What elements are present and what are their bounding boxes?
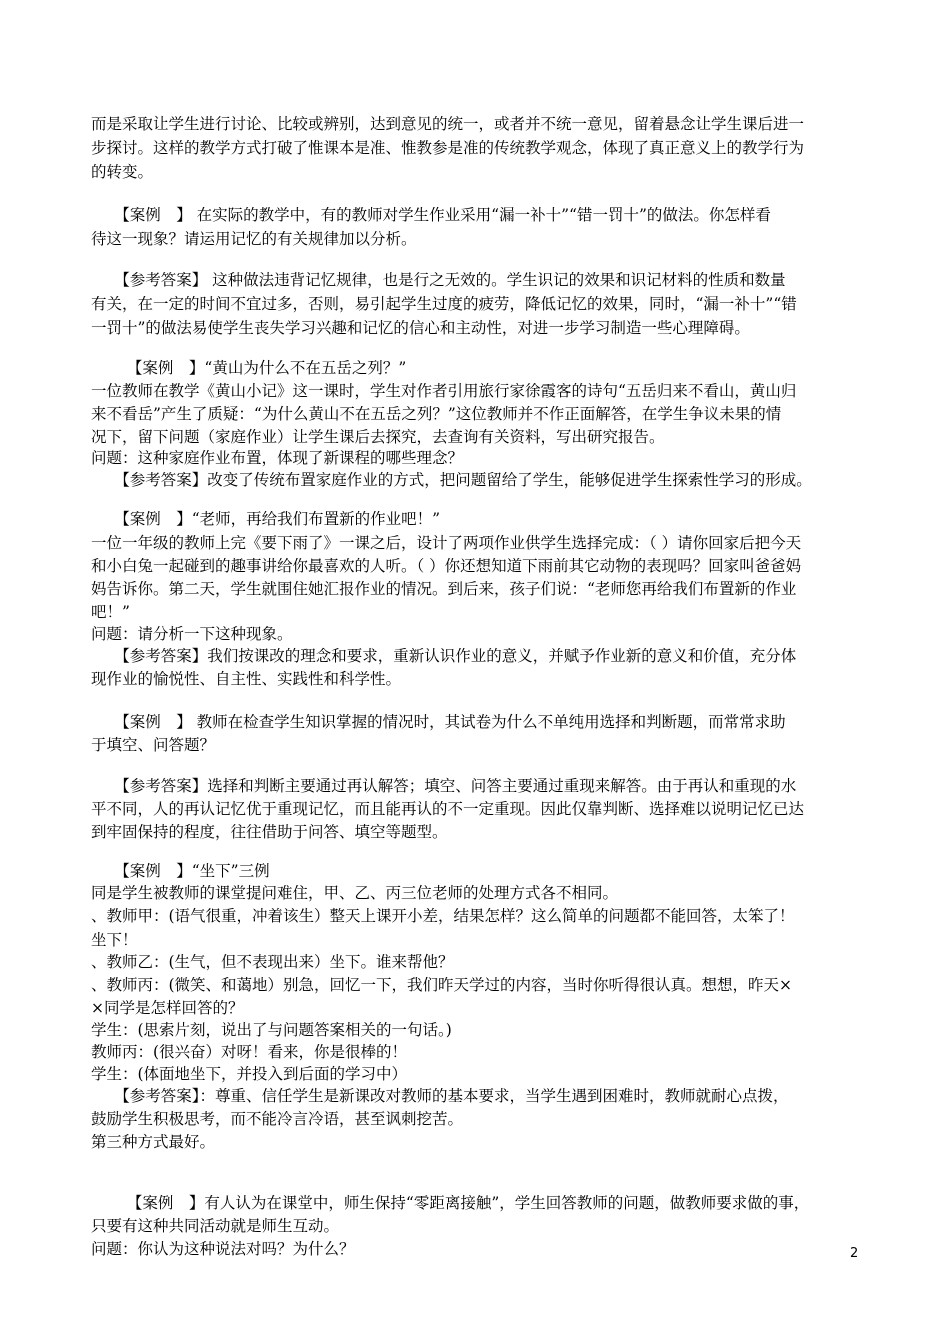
text-line: 学生：(思索片刻，说出了与问题答案相关的一句话。) — [91, 1021, 452, 1039]
text-line: 【案例 】有人认为在课堂中，师生保持“零距离接触”，学生回答教师的问题，做教师要求做的事， — [91, 1194, 810, 1212]
text-line: 平不同，人的再认记忆优于重现记忆，而且能再认的不一定重现。因此仅靠判断、选择难以说明记忆已达 — [91, 800, 805, 818]
text-line: 同是学生被教师的课堂提问难住，甲、乙、丙三位老师的处理方式各不相同。 — [91, 884, 619, 902]
text-line: 只要有这种共同活动就是师生互动。 — [91, 1217, 340, 1235]
text-line: 【参考答案】选择和判断主要通过再认解答；填空、问答主要通过重现来解答。由于再认和重现的水 — [91, 777, 797, 795]
text-line: 而是采取让学生进行讨论、比较或辨别，达到意见的统一，或者并不统一意见，留着悬念让学生课后进一 — [91, 115, 805, 133]
text-line: 、教师乙：(生气，但不表现出来）坐下。谁来帮他？ — [91, 953, 454, 971]
page-number: 2 — [850, 1246, 859, 1261]
text-line: 况下，留下问题（家庭作业）让学生课后去探究，去查询有关资料，写出研究报告。 — [91, 428, 665, 446]
text-line: 到牢固保持的程度，往往借助于问答、填空等题型。 — [91, 823, 448, 841]
text-line: 学生：(体面地坐下，并投入到后面的学习中） — [91, 1065, 408, 1083]
text-line: 问题：这种家庭作业布置，体现了新课程的哪些理念？ — [91, 449, 464, 467]
text-line: 鼓励学生积极思考，而不能冷言冷语，甚至讽刺挖苦。 — [91, 1110, 464, 1128]
text-line: 第三种方式最好。 — [91, 1133, 216, 1151]
text-line: 一位一年级的教师上完《要下雨了》一课之后，设计了两项作业供学生选择完成：（ ）请你回家后把今天 — [91, 534, 802, 552]
text-line: 【参考答案】我们按课改的理念和要求，重新认识作业的意义，并赋予作业新的意义和价值，充分体 — [91, 647, 797, 665]
text-line: 有关，在一定的时间不宜过多，否则，易引起学生过度的疲劳，降低记忆的效果，同时，“漏一补十”“错 — [91, 295, 797, 313]
text-line: 【案例 】“老师，再给我们布置新的作业吧！” — [91, 510, 441, 528]
text-line: 【案例 】“黄山为什么不在五岳之列？” — [91, 359, 407, 377]
text-line: 【案例 】 教师在检查学生知识掌握的情况时，其试卷为什么不单纯用选择和判断题，而常常求助 — [91, 713, 786, 731]
text-line: 待这一现象？请运用记忆的有关规律加以分析。 — [91, 230, 417, 248]
text-line: 问题：你认为这种说法对吗？为什么？ — [91, 1240, 355, 1258]
text-line: 、教师丙：(微笑、和蔼地）别急，回忆一下，我们昨天学过的内容，当时你听得很认真。想想，昨天× — [91, 976, 793, 994]
text-line: ×同学是怎样回答的？ — [91, 999, 244, 1017]
text-line: 一罚十”的做法易使学生丧失学习兴趣和记忆的信心和主动性，对进一步学习制造一些心理障碍。 — [91, 319, 750, 337]
text-line: 【参考答案】：尊重、信任学生是新课改对教师的基本要求，当学生遇到困难时，教师就耐心点拨， — [91, 1087, 789, 1105]
text-line: 问题：请分析一下这种现象。 — [91, 625, 293, 643]
text-line: 妈告诉你。第二天，学生就围住她汇报作业的情况。到后来，孩子们说：“老师您再给我们布置新的作业 — [91, 580, 797, 598]
text-line: 坐下！ — [91, 931, 138, 949]
text-line: 教师丙：(很兴奋）对呀！看来，你是很棒的！ — [91, 1043, 408, 1061]
text-line: 【参考答案】改变了传统布置家庭作业的方式，把问题留给了学生，能够促进学生探索性学习的形成。 — [91, 471, 812, 489]
text-line: 来不看岳”产生了质疑：“为什么黄山不在五岳之列？”这位教师并不作正面解答，在学生争议未果的情 — [91, 405, 782, 423]
text-line: 【案例 】“坐下”三例 — [91, 862, 270, 880]
text-line: 【参考答案】 这种做法违背记忆规律，也是行之无效的。学生识记的效果和识记材料的性质和数量 — [91, 271, 786, 289]
text-line: 一位教师在教学《黄山小记》这一课时，学生对作者引用旅行家徐霞客的诗句“五岳归来不看山，黄山归 — [91, 382, 797, 400]
text-line: 现作业的愉悦性、自主性、实践性和科学性。 — [91, 670, 402, 688]
text-line: 的转变。 — [91, 163, 154, 181]
text-line: 吧！” — [91, 603, 130, 621]
text-line: 步探讨。这样的教学方式打破了惟课本是准、惟教参是准的传统教学观念，体现了真正意义上的教学行为 — [91, 139, 805, 157]
text-line: 和小白兔一起碰到的趣事讲给你最喜欢的人听。（ ）你还想知道下雨前其它动物的表现吗？回家叫爸爸妈 — [91, 557, 802, 575]
text-line: 【案例 】 在实际的教学中，有的教师对学生作业采用“漏一补十”“错一罚十”的做法。你怎样看 — [91, 206, 771, 224]
text-line: 于填空、问答题？ — [91, 736, 216, 754]
text-line: 、教师甲：(语气很重，冲着该生）整天上课开小差，结果怎样？这么简单的问题都不能回答，太笨了！ — [91, 907, 795, 925]
